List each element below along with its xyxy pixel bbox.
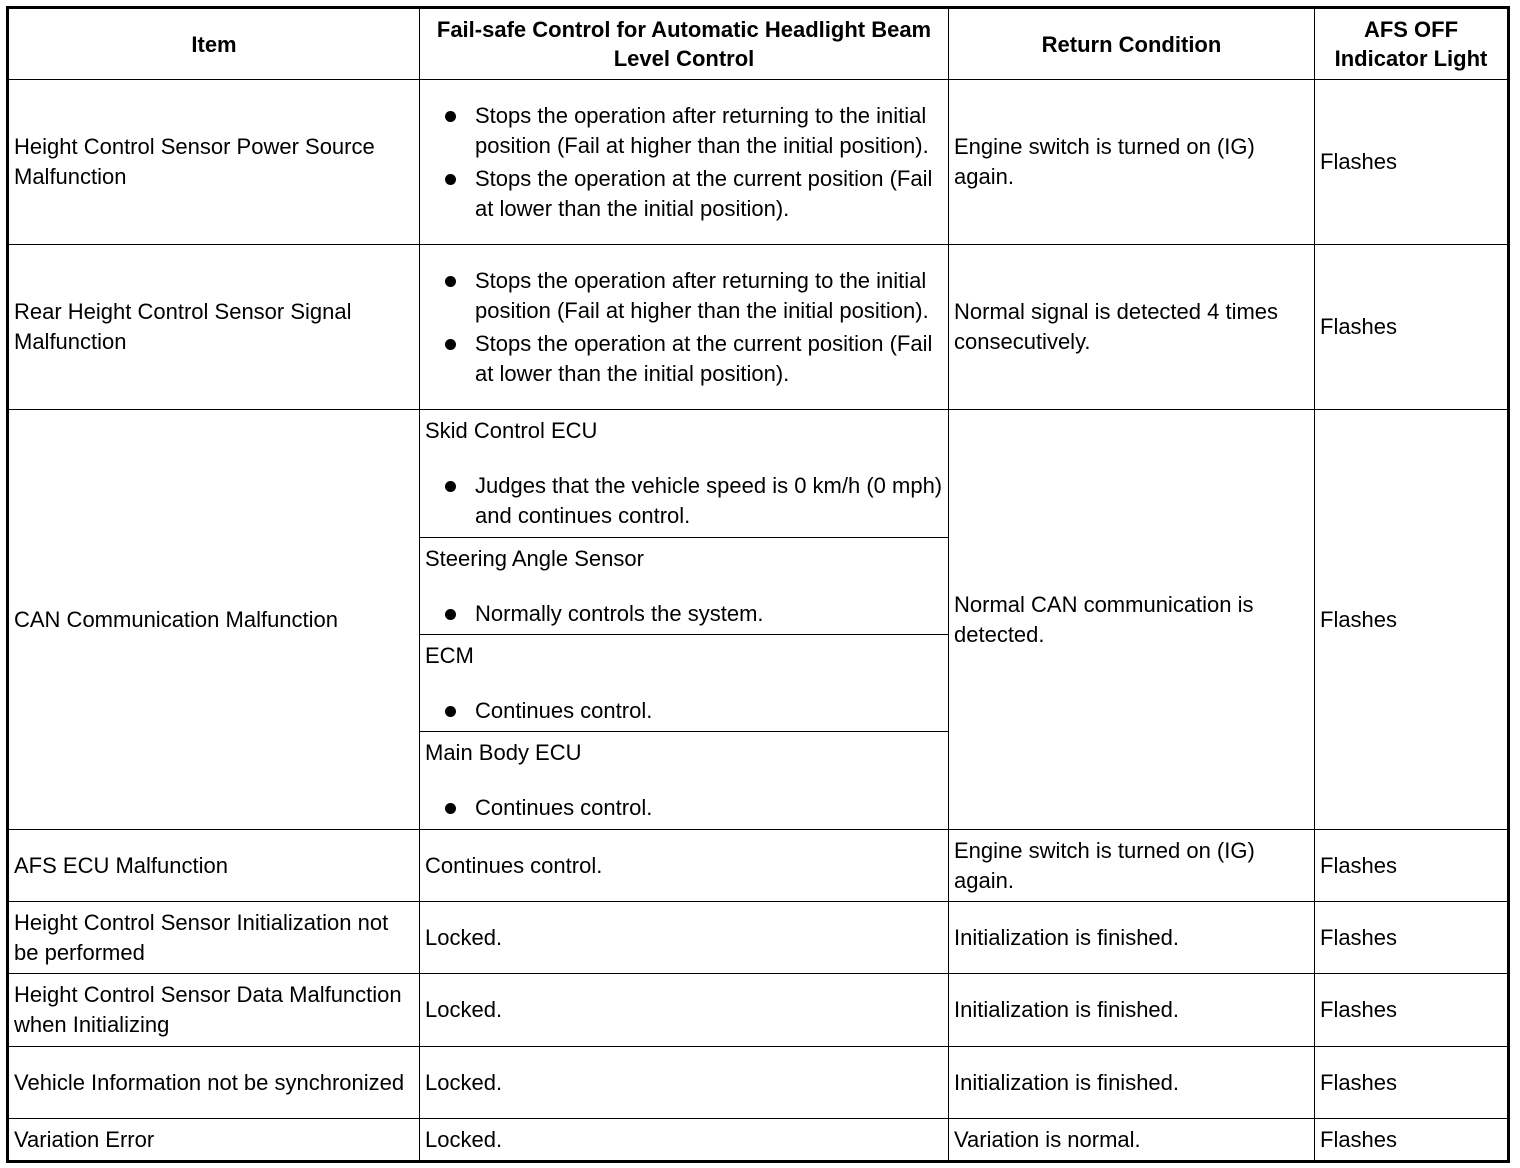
subcell-title: Main Body ECU [425,740,582,765]
table-row [8,245,1509,410]
bullet-item: Stops the operation after returning to the initial position (Fail at higher than the initial position). [475,266,943,326]
bullet-item: Continues control. [475,793,943,823]
bullet-item: Stops the operation at the current position (Fail at lower than the initial position). [475,164,943,224]
return-cell: Engine switch is turned on (IG) again. [949,830,1315,902]
return-cell: Normal CAN communication is detected. [949,410,1315,830]
failsafe-cell: Locked. [420,974,949,1047]
header-failsafe: Fail-safe Control for Automatic Headlight Beam Level Control [420,8,949,80]
table-row [8,974,1509,1047]
bullet-item: Normally controls the system. [475,599,943,629]
subcell-title: Skid Control ECU [425,418,598,443]
failsafe-cell: Continues control. [420,830,949,902]
table-row [8,1119,1509,1162]
return-cell: Variation is normal. [949,1119,1315,1162]
item-cell: Height Control Sensor Initialization not be performed [8,902,420,974]
item-cell: Height Control Sensor Power Source Malfunction [8,80,420,245]
table-row [8,830,1509,902]
return-cell: Initialization is finished. [949,974,1315,1047]
failsafe-cell: Locked. [420,1119,949,1162]
failsafe-cell [420,80,949,245]
failsafe-table [6,6,1510,1163]
indicator-cell: Flashes [1315,80,1509,245]
indicator-cell: Flashes [1315,410,1509,830]
failsafe-subcell [420,410,949,538]
table-row [8,80,1509,245]
failsafe-subcell [420,732,949,830]
item-cell: Rear Height Control Sensor Signal Malfunction [8,245,420,410]
failsafe-cell [420,245,949,410]
header-return: Return Condition [949,8,1315,80]
table-row [8,1047,1509,1119]
table-row [8,410,1509,538]
bullet-item: Judges that the vehicle speed is 0 km/h (0 mph) and continues control. [475,471,943,531]
failsafe-cell: Locked. [420,902,949,974]
return-cell: Initialization is finished. [949,1047,1315,1119]
header-row [8,8,1509,80]
bullet-item: Stops the operation after returning to the initial position (Fail at higher than the initial position). [475,101,943,161]
indicator-cell: Flashes [1315,1047,1509,1119]
failsafe-subcell [420,538,949,635]
item-cell: Vehicle Information not be synchronized [8,1047,420,1119]
subcell-title: Steering Angle Sensor [425,546,644,571]
indicator-cell: Flashes [1315,1119,1509,1162]
bullet-item: Stops the operation at the current position (Fail at lower than the initial position). [475,329,943,389]
failsafe-subcell [420,635,949,732]
return-cell: Normal signal is detected 4 times consecutively. [949,245,1315,410]
item-cell: Variation Error [8,1119,420,1162]
bullet-item: Continues control. [475,696,943,726]
indicator-cell: Flashes [1315,245,1509,410]
indicator-cell: Flashes [1315,902,1509,974]
failsafe-cell: Locked. [420,1047,949,1119]
subcell-title: ECM [425,643,474,668]
item-cell: Height Control Sensor Data Malfunction when Initializing [8,974,420,1047]
table-row [8,902,1509,974]
indicator-cell: Flashes [1315,974,1509,1047]
header-item: Item [8,8,420,80]
item-cell: CAN Communication Malfunction [8,410,420,830]
return-cell: Engine switch is turned on (IG) again. [949,80,1315,245]
item-cell: AFS ECU Malfunction [8,830,420,902]
header-indicator: AFS OFF Indicator Light [1315,8,1509,80]
return-cell: Initialization is finished. [949,902,1315,974]
indicator-cell: Flashes [1315,830,1509,902]
